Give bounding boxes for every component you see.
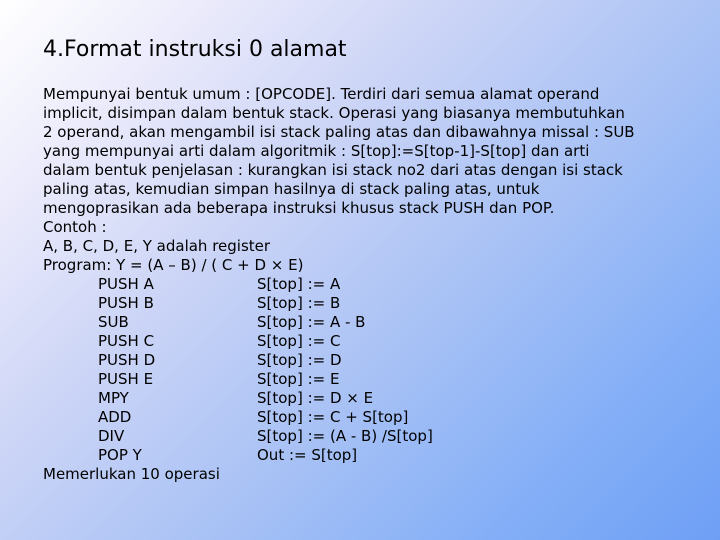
contoh-label: Contoh : — [43, 218, 107, 236]
paragraph-line: mengoprasikan ada beberapa instruksi khusus stack PUSH dan POP. — [43, 199, 555, 217]
program-op: PUSH B — [98, 294, 154, 312]
program-effect: S[top] := D — [257, 351, 342, 369]
program-effect: S[top] := C — [257, 332, 341, 350]
program-op: PUSH A — [98, 275, 154, 293]
program-row — [43, 389, 693, 408]
program-op: PUSH D — [98, 351, 156, 369]
program-op: ADD — [98, 408, 132, 426]
program-row — [43, 275, 693, 294]
program-effect: S[top] := E — [257, 370, 340, 388]
program-op: PUSH E — [98, 370, 154, 388]
program-row — [43, 408, 693, 427]
program-op: DIV — [98, 427, 125, 445]
paragraph-line: dalam bentuk penjelasan : kurangkan isi stack no2 dari atas dengan isi stack — [43, 161, 623, 179]
program-op: POP Y — [98, 446, 142, 464]
program-op: SUB — [98, 313, 129, 331]
program-effect: Out := S[top] — [257, 446, 358, 464]
program-effect: S[top] := (A - B) /S[top] — [257, 427, 433, 445]
paragraph-line: 2 operand, akan mengambil isi stack paling atas dan dibawahnya missal : SUB — [43, 123, 635, 141]
footer-line: Memerlukan 10 operasi — [43, 465, 220, 483]
program-row — [43, 446, 693, 465]
slide-title: 4.Format instruksi 0 alamat — [43, 37, 347, 62]
program-row — [43, 427, 693, 446]
program-row — [43, 351, 693, 370]
paragraph-line: paling atas, kemudian simpan hasilnya di stack paling atas, untuk — [43, 180, 540, 198]
register-line: A, B, C, D, E, Y adalah register — [43, 237, 271, 255]
program-row — [43, 313, 693, 332]
program-row — [43, 294, 693, 313]
program-line: Program: Y = (A – B) / ( C + D × E) — [43, 256, 304, 274]
paragraph-line: yang mempunyai arti dalam algoritmik : S[top]:=S[top-1]-S[top] dan arti — [43, 142, 590, 160]
program-effect: S[top] := D × E — [257, 389, 374, 407]
program-op: PUSH C — [98, 332, 155, 350]
slide-body — [43, 85, 693, 484]
program-op: MPY — [98, 389, 129, 407]
program-row — [43, 370, 693, 389]
program-effect: S[top] := A - B — [257, 313, 366, 331]
program-row — [43, 332, 693, 351]
program-effect: S[top] := C + S[top] — [257, 408, 409, 426]
paragraph-line: implicit, disimpan dalam bentuk stack. Operasi yang biasanya membutuhkan — [43, 104, 625, 122]
program-effect: S[top] := B — [257, 294, 341, 312]
program-effect: S[top] := A — [257, 275, 341, 293]
paragraph-line: Mempunyai bentuk umum : [OPCODE]. Terdiri dari semua alamat operand — [43, 85, 600, 103]
